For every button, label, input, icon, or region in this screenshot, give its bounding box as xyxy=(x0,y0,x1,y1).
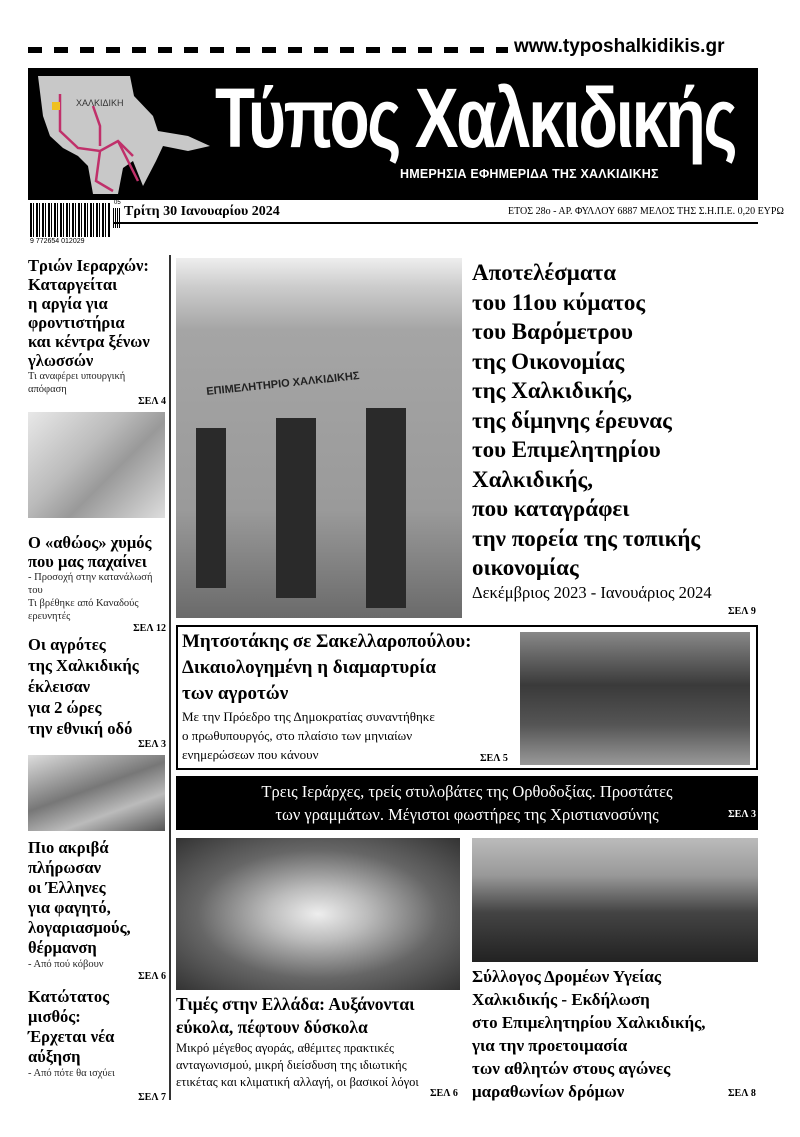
sidebar-story-5[interactable] xyxy=(28,987,166,1103)
sidebar-story-3[interactable] xyxy=(28,634,166,750)
boxed-headline[interactable]: Μητσοτάκης σε Σακελλαροπούλου: Δικαιολογημένη η διαμαρτυρία των αγροτών xyxy=(182,631,472,704)
three-hierarchs-banner[interactable]: Τρεις Ιεράρχες, τρείς στυλοβάτες της Ορθοδοξίας. Προστάτες των γραμμάτων. Μέγιστοι φωστήρες της Χριστιανοσύνης ΣΕΛ 3 xyxy=(176,776,758,830)
story-subtitle: - Προσοχή στην κατανάλωσή του Τι βρέθηκε από Καναδούς ερευνητές xyxy=(28,572,153,622)
header-dash-rule xyxy=(28,47,508,53)
story-headline: Πιο ακριβά πλήρωσαν οι Έλληνες για φαγητό, λογαριασμούς, θέρμανση xyxy=(28,838,131,957)
column-divider xyxy=(169,255,171,1100)
meeting-photo xyxy=(520,632,750,765)
runners-page-ref: ΣΕΛ 8 xyxy=(728,1088,756,1099)
conference-photo xyxy=(472,838,758,962)
boxed-subtitle: Με την Πρόεδρο της Δημοκρατίας συναντήθηκε ο πρωθυπουργός, στο πλαίσιο των μηνιαίων ενημερώσεων που κάνουν xyxy=(182,709,435,762)
map-label: ΧΑΛΚΙΔΙΚΗ xyxy=(76,98,124,108)
runners-headline[interactable]: Σύλλογος Δρομέων Υγείας Χαλκιδικής - Εκδήλωση στο Επιμελητηρίου Χαλκιδικής, για την προετοιμασία των αθλητών στους αγώνες μαραθωνίων δρόμων xyxy=(472,967,706,1101)
barcode xyxy=(30,203,110,237)
issue-date: Τρίτη 30 Ιανουαρίου 2024 xyxy=(124,204,280,219)
building-sign: ΕΠΙΜΕΛΗΤΗΡΙΟ ΧΑΛΚΙΔΙΚΗΣ xyxy=(205,369,361,399)
sidebar-story-4[interactable] xyxy=(28,838,166,982)
story-headline: Ο «αθώος» χυμός που μας παχαίνει xyxy=(28,533,152,571)
supermarket-photo xyxy=(176,838,460,990)
lead-subtitle: Δεκέμβριος 2023 - Ιανουάριος 2024 xyxy=(472,583,712,602)
issue-meta: ΕΤΟΣ 28ο - ΑΡ. ΦΥΛΛΟΥ 6887 ΜΕΛΟΣ ΤΗΣ Σ.Η.Π.Ε. 0,20 ΕΥΡΩ xyxy=(508,206,784,217)
dateline-rule xyxy=(114,222,758,224)
chamber-building-photo xyxy=(176,258,462,618)
story-headline: Τριών Ιεραρχών: Καταργείται η αργία για φροντιστήρια και κέντρα ξένων γλωσσών xyxy=(28,256,150,370)
story-subtitle: - Από πότε θα ισχύει xyxy=(28,1068,115,1079)
story-subtitle: - Από πού κόβουν xyxy=(28,959,104,970)
barcode-number: 9 772654 012029 xyxy=(30,238,85,245)
sidebar-story-2[interactable] xyxy=(28,533,166,634)
story-subtitle: Τι αναφέρει υπουργική απόφαση xyxy=(28,371,126,395)
prices-headline[interactable]: Τιμές στην Ελλάδα: Αυξάνονται εύκολα, πέφτουν δύσκολα xyxy=(176,994,415,1037)
barcode-addon xyxy=(113,208,121,228)
banner-page-ref: ΣΕΛ 3 xyxy=(728,809,756,820)
sidebar-story-1[interactable] xyxy=(28,256,166,407)
halkidiki-map-logo xyxy=(38,76,210,194)
children-photo xyxy=(28,412,165,518)
page-ref: ΣΕΛ 7 xyxy=(138,1092,166,1103)
page-ref: ΣΕΛ 4 xyxy=(138,396,166,407)
story-headline: Οι αγρότες της Χαλκιδικής έκλεισαν για 2 ώρες την εθνική οδό xyxy=(28,635,139,738)
barcode-addon-number: 05 xyxy=(114,200,121,206)
story-headline: Κατώτατος μισθός: Έρχεται νέα αύξηση xyxy=(28,987,115,1066)
page-ref: ΣΕΛ 12 xyxy=(133,623,166,634)
page-ref: ΣΕΛ 6 xyxy=(138,971,166,982)
prices-page-ref: ΣΕΛ 6 xyxy=(430,1088,458,1099)
page-ref: ΣΕΛ 3 xyxy=(138,739,166,750)
lead-headline[interactable]: Αποτελέσματα του 11ου κύματος του Βαρόμετρου της Οικονομίας της Χαλκιδικής, της δίμηνης έρευνας του Επιμελητηρίου Χαλκιδικής, που καταγράφει την πορεία της τοπικής οικονομίας xyxy=(472,260,701,580)
prices-subtitle: Μικρό μέγεθος αγοράς, αθέμιτες πρακτικές ανταγωνισμού, μικρή διείσδυση της ιδιωτικής ετικέτας και κλιματική αλλαγή, οι βασικοί λόγοι xyxy=(176,1041,419,1089)
lead-page-ref: ΣΕΛ 9 xyxy=(728,606,756,617)
boxed-page-ref: ΣΕΛ 5 xyxy=(480,753,508,764)
money-photo xyxy=(28,755,165,831)
newspaper-title: Τύπος Χαλκιδικής xyxy=(215,71,736,165)
newspaper-subtitle: ΗΜΕΡΗΣΙΑ ΕΦΗΜΕΡΙΔΑ ΤΗΣ ΧΑΛΚΙΔΙΚΗΣ xyxy=(400,167,659,181)
website-link[interactable]: www.typoshalkidikis.gr xyxy=(514,36,725,57)
